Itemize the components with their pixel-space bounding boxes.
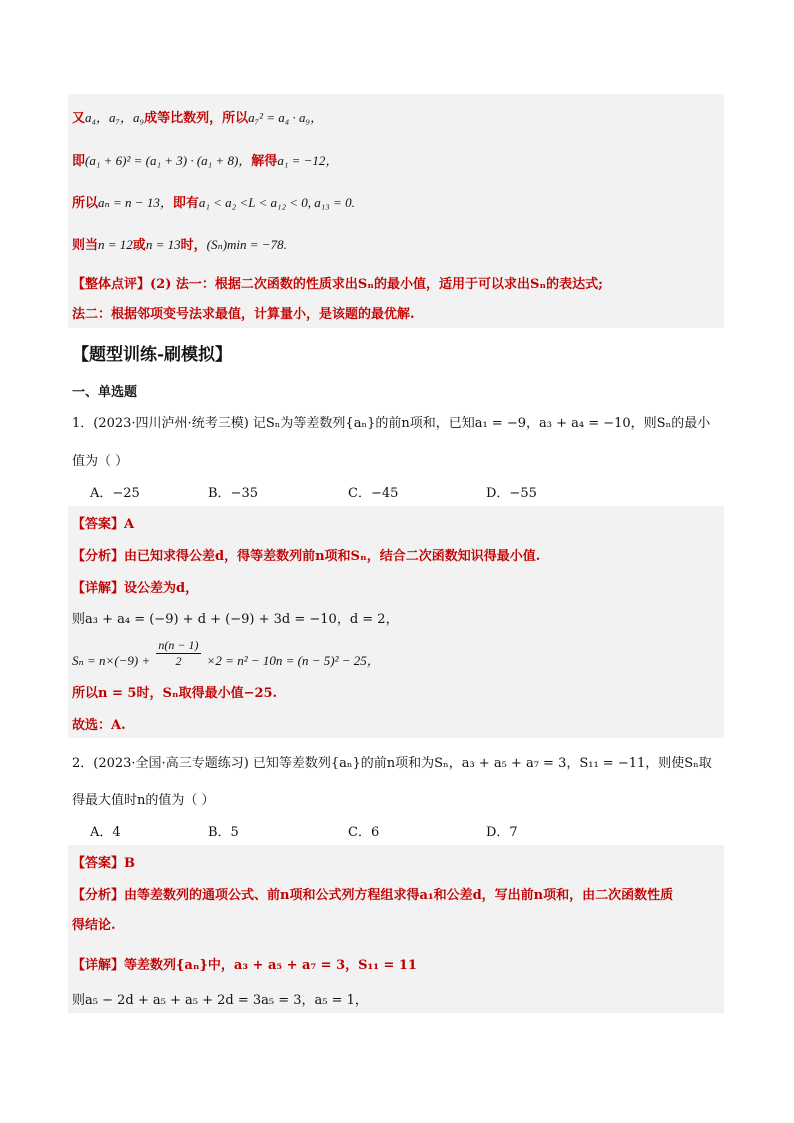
q1-stem-line-2: 值为（ ）	[72, 454, 129, 469]
q1-answer: 【答案】A	[72, 517, 135, 532]
sol-line-1: 又a₄，a₇，a₉成等比数列，所以a₇² = a₄ · a₉，	[72, 110, 324, 126]
solution-block-1	[68, 94, 724, 328]
q1-detail-line-2: 则a₃ + a₄ = (−9) + d + (−9) + 3d = −10，d = 2，	[72, 612, 399, 627]
overall-comment-line-1: 【整体点评】(2) 法一：根据二次函数的性质求出Sₙ的最小值，适用于可以求出Sₙ的表达式;	[72, 277, 603, 292]
q2-option-b[interactable]: B．5	[208, 825, 239, 840]
overall-comment-line-2: 法二：根据邻项变号法求最值，计算量小，是该题的最优解.	[72, 307, 415, 322]
q1-options	[72, 482, 672, 500]
q1-option-d[interactable]: D．−55	[486, 486, 537, 501]
q2-option-c[interactable]: C．6	[348, 825, 380, 840]
q2-analysis-line-2: 得结论.	[72, 918, 116, 933]
q1-stem-line-1: 1．(2023·四川泸州·统考三模) 记Sₙ为等差数列{aₙ}的前n项和，已知a₁ = −9，a₃ + a₄ = −10，则Sₙ的最小	[72, 416, 711, 431]
q1-option-b[interactable]: B．−35	[208, 486, 258, 501]
q1-option-c[interactable]: C．−45	[348, 486, 399, 501]
section-title: 【题型训练-刷模拟】	[72, 345, 233, 365]
sol-line-4: 则当n = 12或n = 13时，(Sₙ)min = −78.	[72, 237, 287, 253]
q1-option-a[interactable]: A．−25	[90, 486, 140, 501]
q2-options	[72, 821, 672, 839]
q1-detail-line-3: Sₙ = n×(−9) + $\frac{n(n - 1)}{2}$ ×2 = n² − 10n = (n − 5)² − 25，	[72, 638, 380, 668]
q1-fraction: $\frac{n(n - 1)}{2}$	[158, 638, 199, 668]
q1-choose: 故选：A.	[72, 718, 126, 733]
q2-analysis-line-1: 【分析】由等差数列的通项公式、前n项和公式列方程组求得a₁和公差d，写出前n项和，由二次函数性质	[72, 888, 674, 903]
q1-detail-line-4: 所以n = 5时，Sₙ取得最小值−25.	[72, 686, 278, 701]
q2-stem-line-2: 得最大值时n的值为（ ）	[72, 793, 215, 808]
q2-detail-line-2: 则a₅ − 2d + a₅ + a₅ + 2d = 3a₅ = 3，a₅ = 1，	[72, 993, 368, 1008]
sol-line-2: 即(a₁ + 6)² = (a₁ + 3) · (a₁ + 8)，解得a₁ = −12，	[72, 153, 339, 169]
q2-answer: 【答案】B	[72, 856, 136, 871]
q2-option-d[interactable]: D．7	[486, 825, 518, 840]
q1-detail-line-1: 【详解】设公差为d，	[72, 581, 199, 596]
q2-detail-line-1: 【详解】等差数列{aₙ}中，a₃ + a₅ + a₇ = 3，S₁₁ = 11	[72, 958, 417, 973]
q2-option-a[interactable]: A．4	[90, 825, 121, 840]
sol-line-3: 所以aₙ = n − 13，即有a₁ < a₂ <L < a₁₂ < 0, a₁₃ = 0.	[72, 195, 355, 211]
q1-analysis: 【分析】由已知求得公差d，得等差数列前n项和Sₙ，结合二次函数知识得最小值.	[72, 549, 541, 564]
section-subtitle: 一、单选题	[72, 385, 138, 400]
q2-stem-line-1: 2．(2023·全国·高三专题练习) 已知等差数列{aₙ}的前n项和为Sₙ，a₃ + a₅ + a₇ = 3，S₁₁ = −11，则使Sₙ取	[72, 756, 712, 771]
